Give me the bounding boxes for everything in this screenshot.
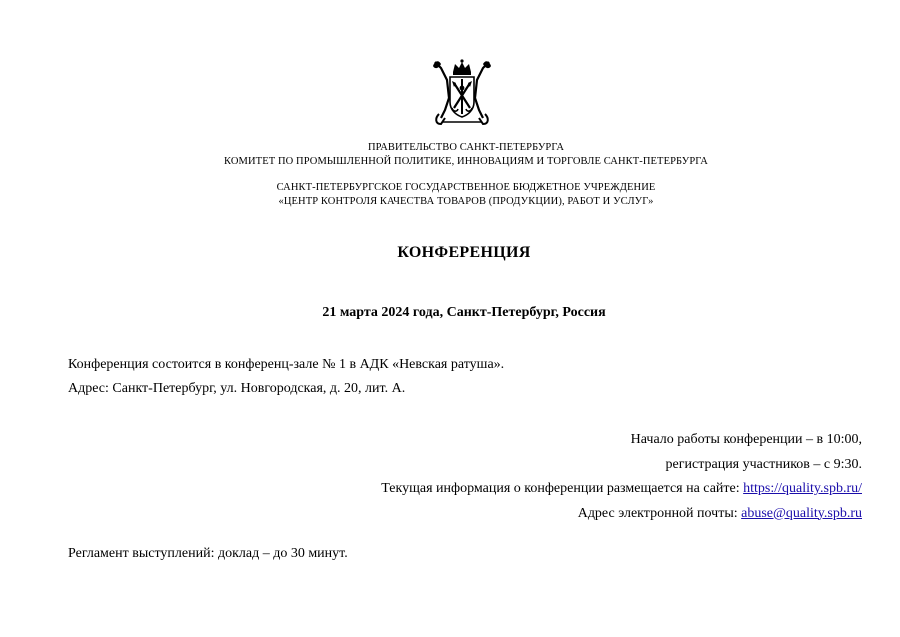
website-label: Текущая информация о конференции размещается на сайте: [381, 481, 744, 496]
institution-header [16, 181, 900, 209]
date-place: 21 марта 2024 года, Санкт-Петербург, Россия [322, 305, 606, 320]
institution-type: САНКТ-ПЕТЕРБУРГСКОЕ ГОСУДАРСТВЕННОЕ БЮДЖЕТНОЕ УЧРЕЖДЕНИЕ [276, 182, 656, 193]
start-time-text: Начало работы конференции – в 10:00, [630, 432, 862, 447]
registration-time-text: регистрация участников – с 9:30. [665, 456, 862, 472]
email-line [381, 502, 862, 527]
committee-name: КОМИТЕТ ПО ПРОМЫШЛЕННОЙ ПОЛИТИКЕ, ИННОВАЦИЯМ И ТОРГОВЛЕ САНКТ-ПЕТЕРБУРГА [224, 156, 708, 167]
schedule-block [381, 428, 862, 526]
venue-text: Конференция состоится в конференц-зале № 1 в АДК «Невская ратуша». [68, 357, 505, 372]
website-line [381, 477, 862, 502]
government-header [16, 141, 900, 169]
website-link[interactable]: https://quality.spb.ru/ [743, 481, 862, 496]
institution-name: «ЦЕНТР КОНТРОЛЯ КАЧЕСТВА ТОВАРОВ (ПРОДУКЦИИ), РАБОТ И УСЛУГ» [278, 196, 654, 207]
page-title: КОНФЕРЕНЦИЯ [397, 244, 531, 261]
address-text: Адрес: Санкт-Петербург, ул. Новгородская, д. 20, лит. А. [68, 381, 406, 396]
email-link[interactable]: abuse@quality.spb.ru [741, 505, 862, 521]
regulations-text: Регламент выступлений: доклад – до 30 минут. [68, 546, 348, 561]
government-name: ПРАВИТЕЛЬСТВО САНКТ-ПЕТЕРБУРГА [367, 142, 565, 153]
email-label: Адрес электронной почты: [577, 505, 742, 521]
spb-coat-of-arms-icon [429, 58, 495, 128]
